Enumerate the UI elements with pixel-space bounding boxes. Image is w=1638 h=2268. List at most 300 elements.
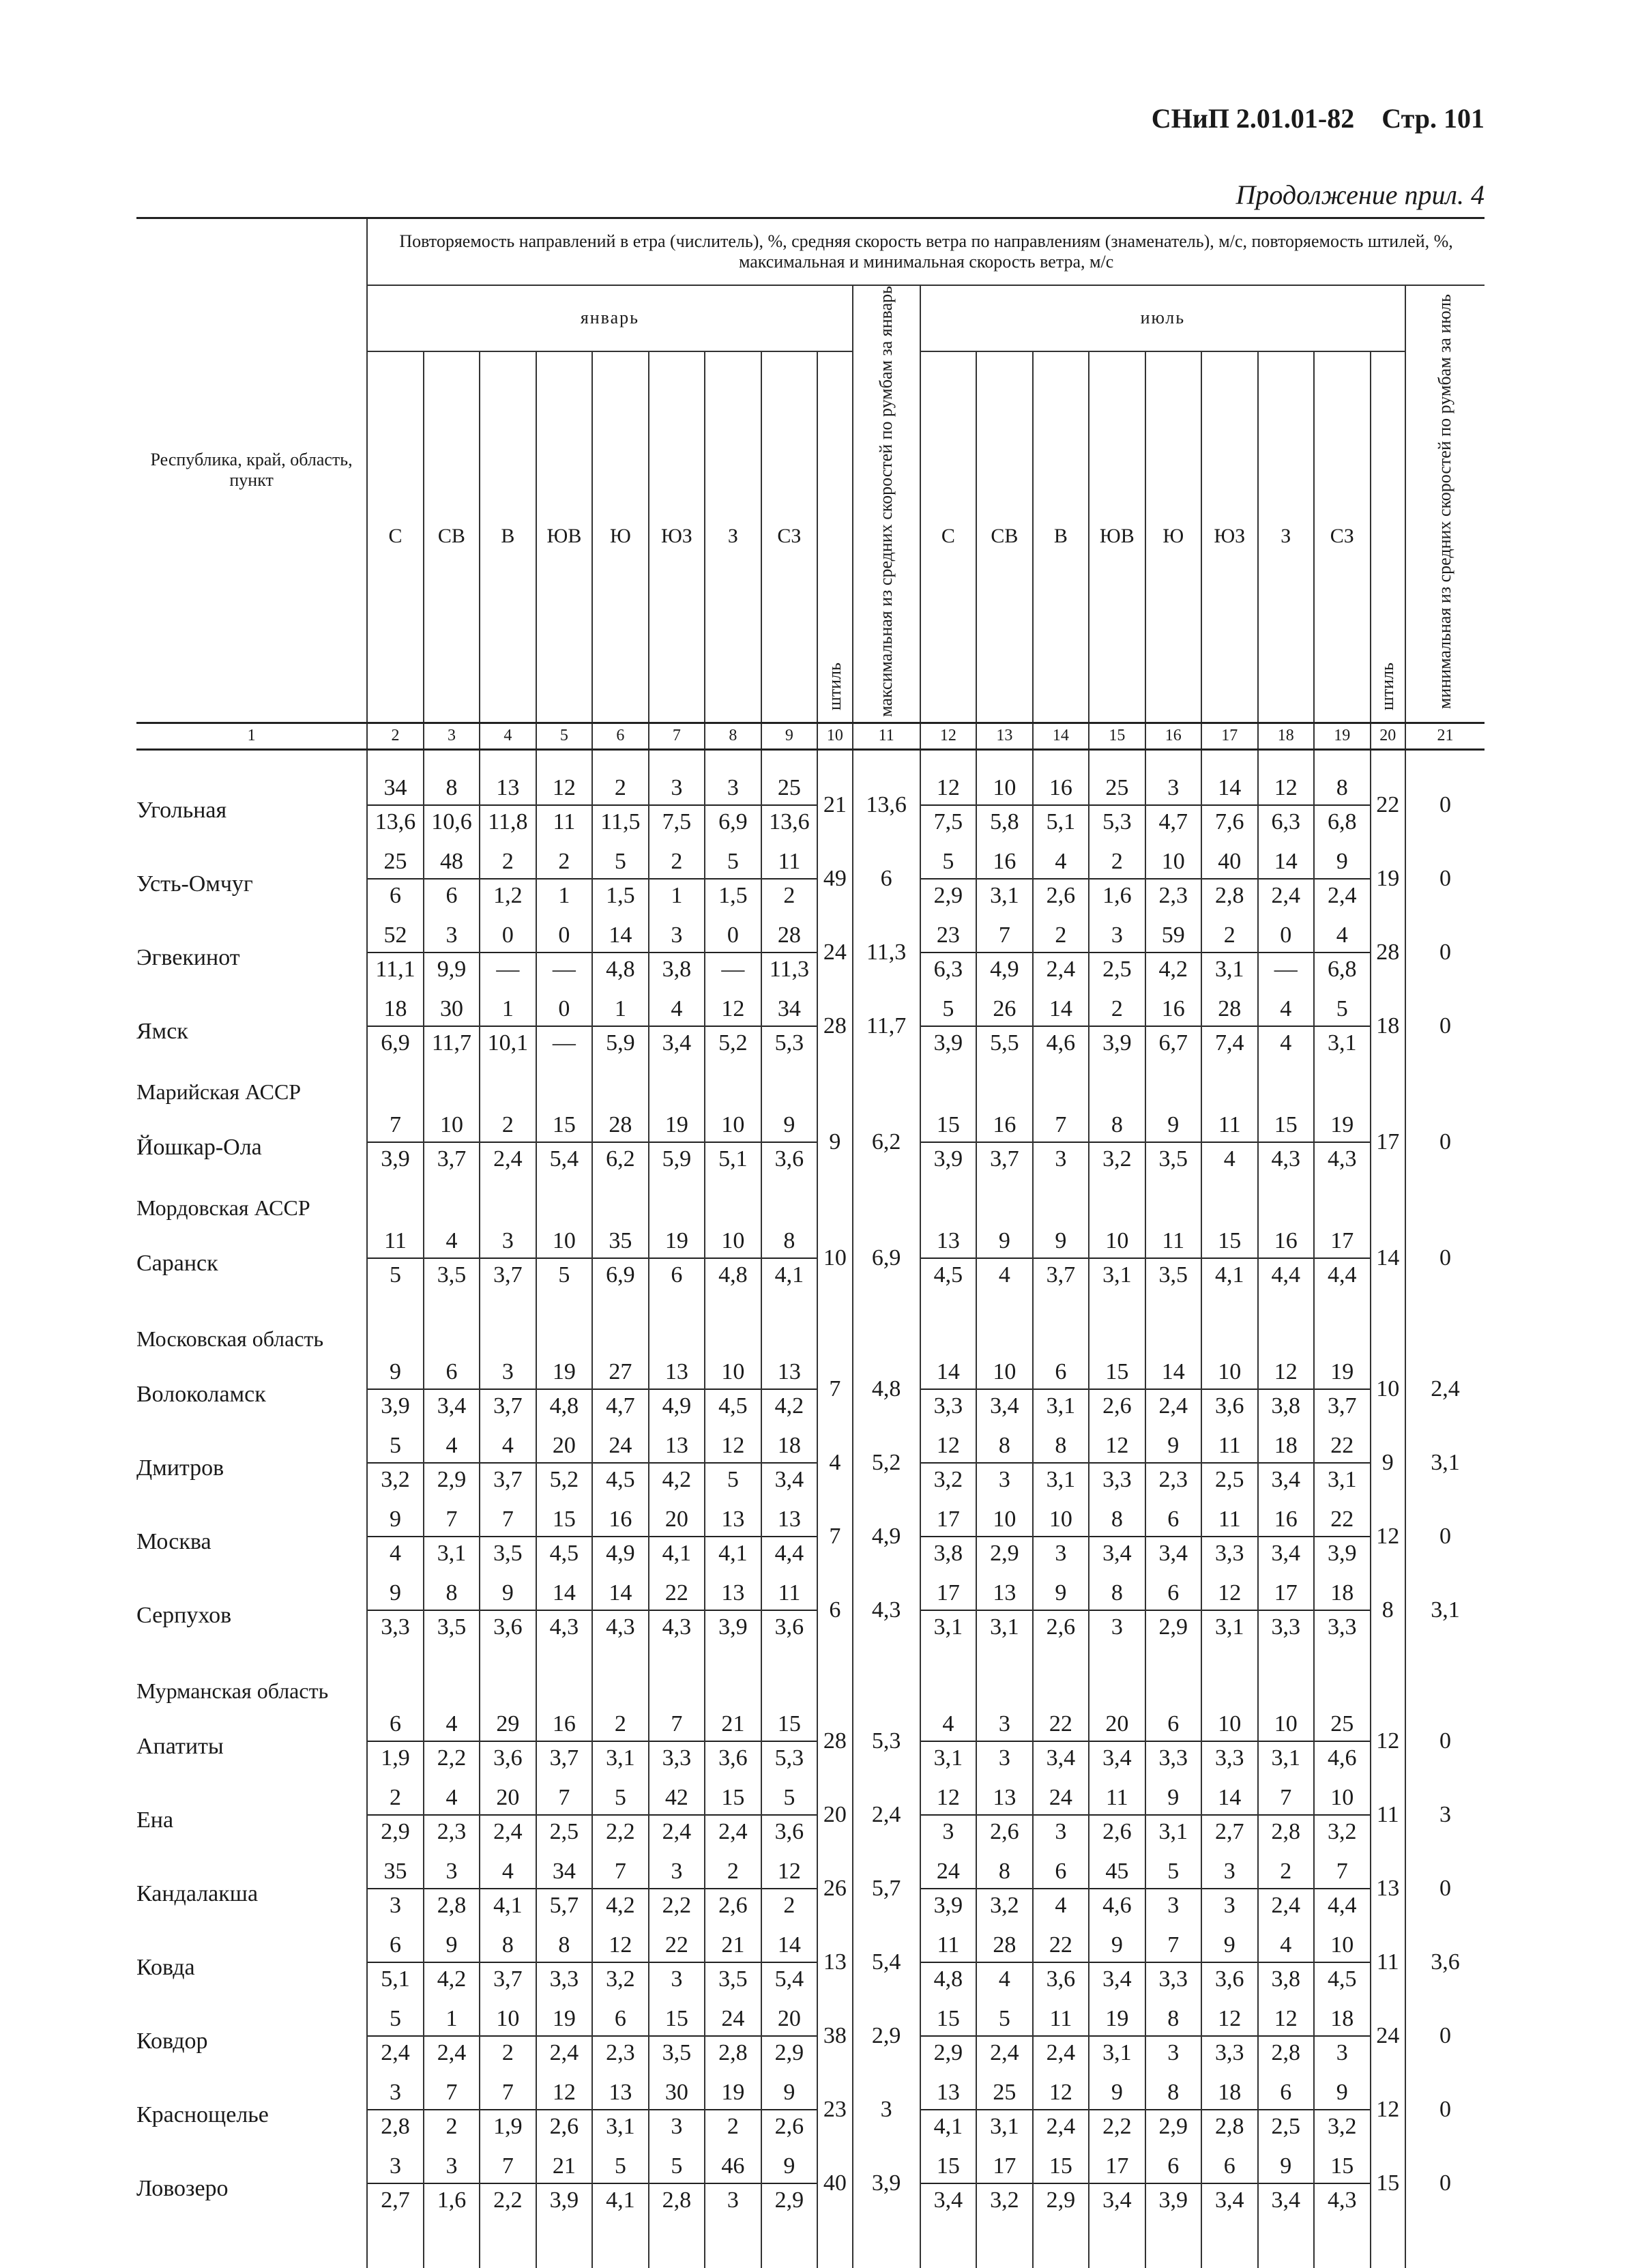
wind-cell-jul-2 [976,1778,1032,1852]
wind-cell-jul-3 [1033,1500,1089,1573]
tail-cell [480,2220,536,2268]
frequency-value: 9 [368,1577,422,1611]
frequency-value: 15 [1089,1356,1144,1390]
region-filler-cell [1201,1179,1257,1221]
frequency-value: 2 [593,1708,647,1742]
wind-cell-jul-3 [1033,1352,1089,1426]
wind-cell-jul-5 [1145,768,1201,842]
wind-cell-jan-7 [705,1925,761,1999]
wind-cell-jul-7 [1258,1426,1314,1500]
min-speed-value: 3,1 [1405,1426,1485,1500]
wind-cell-jul-4 [1089,1221,1145,1295]
min-speed-value: 3,1 [1405,1573,1485,1647]
speed-value: 6,8 [1328,956,1357,982]
wind-cell-jan-7 [705,1352,761,1426]
wind-cell-jan-1 [367,2147,423,2220]
wind-cell-jan-5 [592,989,648,1063]
frequency-value: 16 [593,1503,647,1537]
frequency-value: 2 [1034,919,1088,953]
wind-cell-jul-2 [976,1426,1032,1500]
wind-cell-jul-5 [1145,1500,1201,1573]
tail-cell [1314,2220,1370,2268]
speed-value: 4,5 [718,1393,748,1419]
wind-cell-jul-2 [976,1704,1032,1778]
frequency-value: 8 [1089,1503,1144,1537]
frequency-value: 4 [1259,1929,1313,1963]
frequency-value: 11 [1202,1109,1257,1143]
speed-value: 3,3 [1215,1745,1244,1771]
wind-cell-jul-6 [1201,1500,1257,1573]
wind-cell-jul-1 [920,1999,976,2073]
frequency-value: 21 [537,2150,591,2184]
speed-value: 11,1 [375,956,415,982]
frequency-value: 8 [424,772,479,806]
speed-value: 3,3 [381,1614,410,1640]
calm-value-jul: 12 [1371,1500,1406,1573]
wind-cell-jul-2 [976,1105,1032,1179]
wind-cell-jan-2 [424,1221,480,1295]
wind-cell-jan-1 [367,1352,423,1426]
speed-value: 4,8 [606,956,635,982]
wind-cell-jul-4 [1089,989,1145,1063]
frequency-value: 6 [593,2003,647,2037]
speed-value: 2,4 [549,2039,579,2065]
region-filler-cell [1089,1179,1145,1221]
region-filler-cell [480,1647,536,1704]
wind-cell-jul-1 [920,1426,976,1500]
frequency-value: 5 [649,2150,704,2184]
frequency-value: 10 [1315,1782,1369,1816]
speed-value: 4,5 [1328,1966,1357,1992]
wind-cell-jul-7 [1258,1105,1314,1179]
wind-cell-jul-1 [920,1778,976,1852]
frequency-value: 12 [1259,2003,1313,2037]
wind-cell-jul-3 [1033,989,1089,1063]
frequency-value: 12 [705,1429,760,1464]
frequency-value: 10 [537,1225,591,1259]
place-name-cell [136,1500,367,1573]
speed-value: 11,7 [431,1030,472,1056]
group-header [367,218,1485,286]
frequency-value: 10 [1202,1708,1257,1742]
speed-value: 3 [1223,1892,1235,1918]
speed-value: 13,6 [769,809,810,834]
wind-cell-jan-5 [592,1500,648,1573]
speed-value: 3,7 [990,1146,1019,1172]
speed-value: 3,2 [1102,1146,1132,1172]
speed-value: 2,4 [1271,1892,1301,1918]
speed-value: 3,3 [1271,1614,1301,1640]
place-name-cell [136,1105,367,1179]
frequency-value: 12 [537,2076,591,2110]
speed-value: 10,1 [487,1030,529,1056]
frequency-value: 15 [1259,1109,1313,1143]
wind-cell-jan-8 [761,1852,817,1925]
region-row [136,1295,1485,1352]
frequency-value: 3 [649,772,704,806]
frequency-value: 13 [705,1503,760,1537]
wind-cell-jul-6 [1201,1925,1257,1999]
speed-value: 1,9 [493,2113,523,2139]
frequency-value: 3 [1202,1855,1257,1889]
wind-cell-jul-8 [1314,1852,1370,1925]
spacer-cell [480,749,536,768]
frequency-value: 19 [537,2003,591,2037]
speed-value: 3,2 [933,1466,963,1492]
wind-cell-jan-6 [649,1500,705,1573]
frequency-value: 13 [921,2076,976,2110]
direction-header-jul-3: В [1033,351,1089,723]
frequency-value: 11 [762,845,817,879]
column-number: 5 [536,723,592,749]
region-filler-cell [817,1647,853,1704]
wind-cell-jan-8 [761,1925,817,1999]
frequency-value: 0 [537,919,591,953]
wind-cell-jan-1 [367,1778,423,1852]
wind-cell-jan-4 [536,916,592,989]
frequency-value: 2 [1089,845,1144,879]
wind-cell-jan-4 [536,1925,592,1999]
frequency-value: 9 [762,1109,817,1143]
wind-cell-jan-8 [761,1778,817,1852]
speed-value: 2,5 [1102,956,1132,982]
spacer-cell [1371,749,1406,768]
wind-cell-jan-4 [536,1573,592,1647]
column-header-location-label: Республика, край, область, пункт [150,450,353,491]
frequency-value: 19 [1315,1356,1369,1390]
wind-cell-jul-3 [1033,1999,1089,2073]
tail-cell [705,2220,761,2268]
speed-value: 7,5 [933,809,963,834]
frequency-value: 3 [649,919,704,953]
wind-cell-jul-8 [1314,1426,1370,1500]
frequency-value: 10 [705,1109,760,1143]
wind-cell-jul-8 [1314,1925,1370,1999]
wind-cell-jul-8 [1314,768,1370,842]
frequency-value: 13 [705,1577,760,1611]
wind-cell-jul-3 [1033,2147,1089,2220]
frequency-value: 10 [977,772,1032,806]
speed-value: 3,7 [493,1466,523,1492]
max-speed-value: 4,8 [853,1352,920,1426]
frequency-value: 14 [1202,772,1257,806]
place-name-cell [136,768,367,842]
region-filler-cell [424,1647,480,1704]
frequency-value: 12 [593,1929,647,1963]
speed-value: 3,3 [1158,1966,1188,1992]
speed-value: 2,8 [381,2113,410,2139]
frequency-value: 26 [977,993,1032,1027]
frequency-value: 28 [762,919,817,953]
frequency-value: 8 [977,1429,1032,1464]
wind-cell-jan-1 [367,768,423,842]
wind-cell-jan-1 [367,1704,423,1778]
calm-value-jan: 26 [817,1852,853,1925]
region-filler-cell [1258,1647,1314,1704]
speed-value: 2,9 [774,2187,804,2213]
speed-value: 3,3 [1158,1745,1188,1771]
frequency-value: 6 [1146,2150,1201,2184]
frequency-value: 19 [1089,2003,1144,2037]
header-row-group [136,218,1485,286]
wind-cell-jan-2 [424,989,480,1063]
wind-cell-jul-7 [1258,1778,1314,1852]
frequency-value: 8 [480,1929,535,1963]
frequency-value: 18 [1202,2076,1257,2110]
region-filler-cell [817,1179,853,1221]
frequency-value: 20 [480,1782,535,1816]
wind-cell-jan-3 [480,1500,536,1573]
region-row [136,1063,1485,1105]
wind-cell-jul-8 [1314,1704,1370,1778]
frequency-value: 9 [1202,1929,1257,1963]
speed-value: 5,3 [774,1030,804,1056]
frequency-value: 27 [593,1356,647,1390]
speed-value: 2,6 [549,2113,579,2139]
wind-cell-jul-7 [1258,1221,1314,1295]
frequency-value: 1 [593,993,647,1027]
frequency-value: 4 [1259,993,1313,1027]
speed-value: 1 [671,882,683,908]
frequency-value: 15 [705,1782,760,1816]
region-filler-cell [761,1295,817,1352]
speed-value: 2,8 [1271,1818,1301,1844]
speed-value: 4 [998,1262,1010,1288]
speed-value: 3,3 [549,1966,579,1992]
frequency-value: 6 [1034,1855,1088,1889]
speed-value: 2,4 [493,1818,523,1844]
speed-value: 2,6 [1046,1614,1076,1640]
frequency-value: 8 [1146,2003,1201,2037]
spacer-cell [1314,749,1370,768]
wind-cell-jul-7 [1258,2147,1314,2220]
frequency-value: 25 [1089,772,1144,806]
frequency-value: 17 [1089,2150,1144,2184]
frequency-value: 6 [1034,1356,1088,1390]
wind-cell-jul-5 [1145,1426,1201,1500]
wind-cell-jul-1 [920,1500,976,1573]
min-speed-value: 0 [1405,989,1485,1063]
wind-cell-jul-6 [1201,1573,1257,1647]
wind-cell-jul-5 [1145,916,1201,989]
speed-value: 3,5 [493,1540,523,1566]
wind-cell-jul-5 [1145,1573,1201,1647]
speed-value: 2,9 [933,2039,963,2065]
speed-value: 6,9 [718,809,748,834]
speed-value: 6,8 [1328,809,1357,834]
region-filler-cell [1201,1063,1257,1105]
wind-cell-jan-5 [592,2073,648,2147]
frequency-value: 13 [762,1356,817,1390]
speed-value: 6,2 [606,1146,635,1172]
column-number: 13 [976,723,1032,749]
table-row [136,1105,1485,1179]
frequency-value: 52 [368,919,422,953]
frequency-value: 5 [977,2003,1032,2037]
calm-value-jul: 19 [1371,842,1406,916]
place-name-cell [136,1778,367,1852]
frequency-value: 12 [921,1429,976,1464]
frequency-value: 7 [593,1855,647,1889]
wind-cell-jan-4 [536,1426,592,1500]
calm-value-jan: 49 [817,842,853,916]
wind-cell-jan-6 [649,1573,705,1647]
speed-value: 2,8 [662,2187,692,2213]
wind-cell-jan-2 [424,1925,480,1999]
frequency-value: 13 [593,2076,647,2110]
frequency-value: 4 [649,993,704,1027]
wind-cell-jul-6 [1201,1352,1257,1426]
region-filler-cell [853,1179,920,1221]
speed-value: 7,4 [1215,1030,1244,1056]
speed-value: 2,2 [1102,2113,1132,2139]
wind-cell-jul-7 [1258,1500,1314,1573]
region-filler-cell [761,1179,817,1221]
frequency-value: 22 [649,1577,704,1611]
frequency-value: 30 [424,993,479,1027]
column-number-row [136,723,1485,749]
speed-value: 3,7 [493,1393,523,1419]
speed-value: 3,9 [933,1030,963,1056]
region-filler-cell [1258,1063,1314,1105]
speed-value: 2,9 [1158,1614,1188,1640]
column-number: 2 [367,723,423,749]
speed-value: 11,8 [488,809,528,834]
calm-value-jul: 9 [1371,1426,1406,1500]
wind-cell-jul-6 [1201,2147,1257,2220]
spacer-cell [1089,749,1145,768]
page-number: Стр. 101 [1381,103,1485,134]
wind-cell-jul-1 [920,1352,976,1426]
wind-cell-jan-5 [592,1426,648,1500]
frequency-value: 6 [424,1356,479,1390]
region-filler-cell [1371,1647,1406,1704]
frequency-value: 34 [537,1855,591,1889]
wind-cell-jul-2 [976,1999,1032,2073]
calm-value-jan: 13 [817,1925,853,1999]
wind-cell-jan-6 [649,1105,705,1179]
wind-cell-jan-2 [424,1352,480,1426]
frequency-value: 35 [593,1225,647,1259]
region-filler-cell [1371,1179,1406,1221]
max-speed-value: 5,7 [853,1852,920,1925]
column-number: 3 [424,723,480,749]
region-filler-cell [480,1179,536,1221]
speed-value: 2,7 [381,2187,410,2213]
region-filler-cell [536,1063,592,1105]
region-filler-cell [705,1179,761,1221]
wind-cell-jul-2 [976,1573,1032,1647]
wind-cell-jan-6 [649,2147,705,2220]
frequency-value: 15 [762,1708,817,1742]
frequency-value: 6 [1146,1708,1201,1742]
speed-value: 6 [389,882,401,908]
frequency-value: 17 [921,1503,976,1537]
frequency-value: 9 [1146,1109,1201,1143]
speed-value: 7,6 [1215,809,1244,834]
place-name-cell [136,1352,367,1426]
frequency-value: 16 [1146,993,1201,1027]
frequency-value: 9 [424,1929,479,1963]
wind-cell-jul-6 [1201,1105,1257,1179]
calm-value-jul: 17 [1371,1105,1406,1179]
wind-cell-jan-2 [424,1500,480,1573]
calm-value-jan: 9 [817,1105,853,1179]
frequency-value: 5 [921,845,976,879]
frequency-value: 14 [1146,1356,1201,1390]
wind-cell-jan-2 [424,1105,480,1179]
region-filler-cell [592,1295,648,1352]
frequency-value: 21 [705,1929,760,1963]
wind-cell-jul-8 [1314,1999,1370,2073]
wind-cell-jan-3 [480,989,536,1063]
frequency-value: 7 [977,919,1032,953]
column-number: 4 [480,723,536,749]
speed-value: 4,4 [1271,1262,1301,1288]
wind-cell-jul-7 [1258,768,1314,842]
wind-cell-jul-1 [920,1925,976,1999]
table-row [136,1999,1485,2073]
place-name-cell [136,2147,367,2220]
wind-cell-jan-6 [649,1925,705,1999]
wind-cell-jan-4 [536,842,592,916]
speed-value: 2,2 [437,1745,467,1771]
frequency-value: 25 [762,772,817,806]
direction-header-jan-5: Ю [592,351,648,723]
frequency-value: 2 [480,1109,535,1143]
wind-cell-jul-6 [1201,1999,1257,2073]
frequency-value: 14 [1202,1782,1257,1816]
table-row [136,1426,1485,1500]
wind-cell-jan-5 [592,1925,648,1999]
tail-cell [976,2220,1032,2268]
speed-value: 4,3 [1271,1146,1301,1172]
month-label-july: июль [1140,308,1186,328]
speed-value: 6 [671,1262,683,1288]
wind-cell-jan-1 [367,1500,423,1573]
wind-cell-jul-1 [920,1105,976,1179]
speed-value: 3 [942,1818,954,1844]
speed-value: 2,3 [1158,882,1188,908]
speed-value: 3,7 [1046,1262,1076,1288]
tail-cell [536,2220,592,2268]
frequency-value: 5 [593,1782,647,1816]
frequency-value: 28 [593,1109,647,1143]
table-row [136,1778,1485,1852]
frequency-value: 9 [1089,1929,1144,1963]
frequency-value: 3 [1146,772,1201,806]
calm-value-jan: 23 [817,2073,853,2147]
wind-cell-jan-7 [705,1500,761,1573]
speed-value: 3,4 [1102,1966,1132,1992]
frequency-value: 10 [480,2003,535,2037]
frequency-value: 4 [921,1708,976,1742]
frequency-value: 4 [480,1855,535,1889]
speed-value: 2,3 [1158,1466,1188,1492]
speed-value: 2,6 [718,1892,748,1918]
speed-value: 4,2 [606,1892,635,1918]
wind-cell-jul-2 [976,916,1032,989]
wind-cell-jan-3 [480,1221,536,1295]
min-speed-value: 0 [1405,916,1485,989]
wind-cell-jul-6 [1201,1778,1257,1852]
speed-value: 3,3 [1102,1466,1132,1492]
region-row [136,1179,1485,1221]
calm-value-jul: 12 [1371,1704,1406,1778]
region-filler-cell [1371,1063,1406,1105]
speed-value: 2,7 [1215,1818,1244,1844]
region-filler-cell [480,1063,536,1105]
